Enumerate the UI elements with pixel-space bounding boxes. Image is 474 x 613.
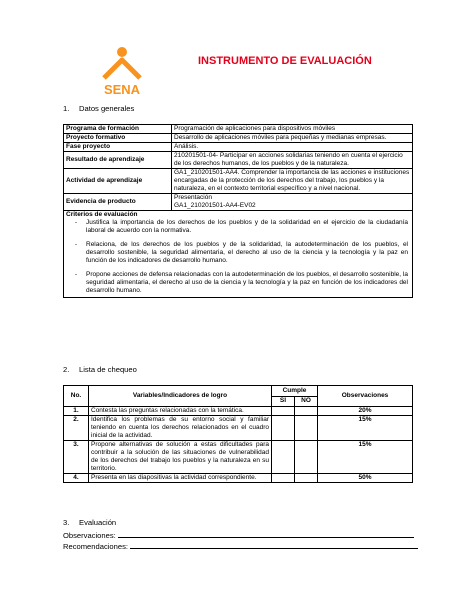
col-no-header: No.: [64, 386, 89, 407]
section3-title: Evaluación: [79, 518, 117, 527]
recomendaciones-label: Recomendaciones:: [63, 542, 129, 551]
col-cumple-header: Cumple: [272, 386, 318, 397]
row-label: Actividad de aprendizaje: [64, 169, 172, 194]
logo-arc-icon: [104, 60, 140, 78]
table-row: [64, 169, 413, 194]
col-variables-header: Variables/Indicadores de logro: [89, 386, 272, 407]
observaciones-label: Observaciones:: [63, 531, 116, 540]
section2-title: Lista de chequeo: [79, 365, 137, 374]
col-no-cumple-header: NO: [295, 396, 318, 407]
header-row: [64, 386, 413, 397]
table-row: [64, 152, 413, 169]
row-label: Fase proyecto: [64, 143, 172, 152]
table-row: [64, 134, 413, 143]
table-row: [64, 416, 413, 441]
si-checkbox-cell[interactable]: [272, 441, 295, 474]
row-label: Resultado de aprendizaje: [64, 152, 172, 169]
table-row: [64, 125, 413, 134]
recomendaciones-input[interactable]: [130, 541, 418, 549]
observaciones-line: [63, 530, 414, 540]
criteria-row: [64, 211, 413, 298]
no-checkbox-cell[interactable]: [295, 441, 318, 474]
row-value: Programación de aplicaciones para dispositivos móviles: [172, 125, 413, 134]
section2-number: 2.: [63, 365, 70, 374]
row-number: 3.: [64, 441, 89, 474]
list-item: [66, 241, 410, 265]
no-checkbox-cell[interactable]: [295, 474, 318, 483]
sena-logo: [92, 44, 152, 104]
checklist-table: [63, 385, 413, 483]
dash-bullet-icon: -: [74, 271, 78, 278]
row-indicator: Presenta en las diapositivas la actividad correspondiente.: [89, 474, 272, 483]
col-si-header: SI: [272, 396, 295, 407]
section3-number: 3.: [63, 518, 70, 527]
no-checkbox-cell[interactable]: [295, 416, 318, 441]
no-checkbox-cell[interactable]: [295, 407, 318, 416]
col-obs-header: Observaciones: [318, 386, 413, 407]
general-data-table: [63, 124, 413, 298]
document-title: INSTRUMENTO DE EVALUACIÓN: [198, 55, 372, 67]
dash-bullet-icon: -: [74, 241, 78, 248]
si-checkbox-cell[interactable]: [272, 407, 295, 416]
si-checkbox-cell[interactable]: [272, 416, 295, 441]
row-indicator: Identifica los problemas de su entorno social y familiar teniendo en cuenta los derechos relacionados en el cuadro inicial de la actividad.: [89, 416, 272, 441]
observaciones-input[interactable]: [118, 530, 414, 538]
table-row: [64, 194, 413, 211]
criteria-title: Criterios de evaluación: [66, 211, 138, 218]
recomendaciones-line: [63, 541, 418, 551]
row-label: Programa de formación: [64, 125, 172, 134]
logo-text: SENA: [103, 82, 141, 97]
table-row: [64, 474, 413, 483]
section1-heading: [63, 104, 134, 113]
section3-heading: [63, 518, 116, 527]
section1-number: 1.: [63, 104, 70, 113]
row-observation: 50%: [318, 474, 413, 483]
row-value: 210201501-04- Participar en acciones solidarias teniendo en cuenta el ejercicio de los derechos humanos, de los pueblos y de la naturaleza.: [172, 152, 413, 169]
section2-heading: [63, 365, 137, 374]
row-indicator: Contesta las preguntas relacionadas con la temática.: [89, 407, 272, 416]
row-label: Proyecto formativo: [64, 134, 172, 143]
row-number: 4.: [64, 474, 89, 483]
criteria-cell: [64, 211, 413, 298]
criteria-text: Relaciona, de los derechos de los pueblos y de la solidaridad, la autodeterminación de los pueblos, el desarrollo sostenible, la seguridad alimentaria, el derecho al uso de la ciencia y la tecnología y la paz en función de los indicadores de desarrollo humano.: [86, 241, 408, 264]
row-observation: 15%: [318, 416, 413, 441]
list-item: [66, 219, 410, 235]
row-value: Análisis.: [172, 143, 413, 152]
row-value: GA1_210201501-AA4. Comprender la importancia de las acciones e instituciones encargadas de la protección de los derechos del trabajo, los pueblos y la naturaleza, en el contexto territorial específico y a nivel nacional.: [172, 169, 413, 194]
criteria-text: Propone acciones de defensa relacionadas con la autodeterminación de los pueblos, el desarrollo sostenible, la seguridad alimentaria, el derecho al uso de la ciencia y la tecnología y la paz en función de los indicadores del desarrollo humano.: [86, 271, 408, 294]
section1-title: Datos generales: [79, 104, 135, 113]
row-value: Presentación GA1_210201501-AA4-EV02: [172, 194, 413, 211]
row-number: 1.: [64, 407, 89, 416]
row-indicator: Propone alternativas de solución a estas dificultades para contribuir a la solución de las situaciones de vulnerabilidad de los derechos del trabajo los pueblos y la naturaleza en su territorio.: [89, 441, 272, 474]
row-value: Desarrollo de aplicaciones móviles para pequeñas y medianas empresas.: [172, 134, 413, 143]
dash-bullet-icon: -: [74, 219, 78, 226]
criteria-text: Justifica la importancia de los derechos de los pueblos y de la solidaridad en el ejercicio de la ciudadanía laboral de acuerdo con la normativa.: [86, 219, 408, 234]
list-item: [66, 271, 410, 295]
table-row: [64, 143, 413, 152]
table-row: [64, 407, 413, 416]
row-number: 2.: [64, 416, 89, 441]
logo-head-icon: [117, 47, 127, 57]
row-observation: 15%: [318, 441, 413, 474]
si-checkbox-cell[interactable]: [272, 474, 295, 483]
row-observation: 20%: [318, 407, 413, 416]
row-label: Evidencia de producto: [64, 194, 172, 211]
table-row: [64, 441, 413, 474]
